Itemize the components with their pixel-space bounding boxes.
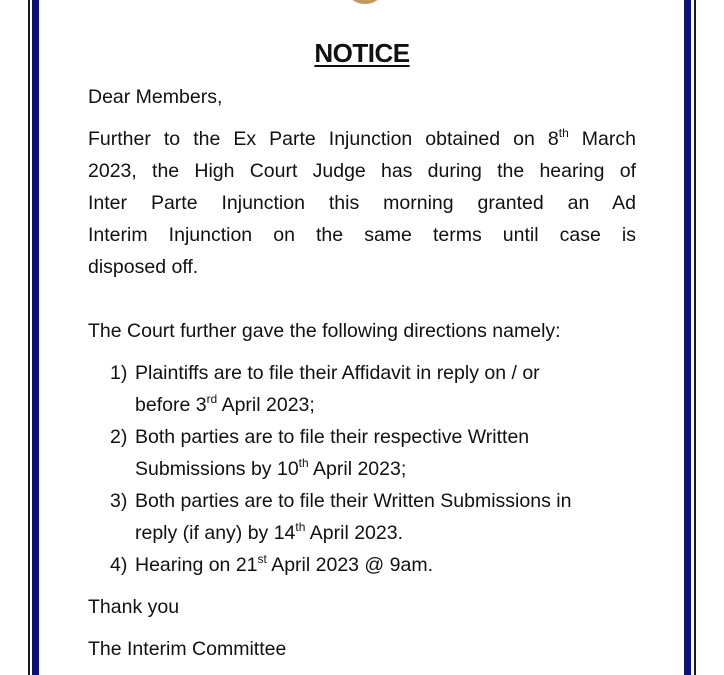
direction-1-line-1: Plaintiffs are to file their Affidavit in reply on / or <box>135 362 540 384</box>
salutation: Dear Members, <box>88 86 223 108</box>
paragraph-line-3: Inter Parte Injunction this morning granted an Ad <box>88 192 636 214</box>
direction-2-line-1: Both parties are to file their respective Written <box>135 426 530 448</box>
direction-3-line-1: Both parties are to file their Written Submissions in <box>135 490 572 512</box>
superscript: th <box>558 126 569 140</box>
direction-number-4: 4) <box>110 554 128 576</box>
directions-intro: The Court further gave the following directions namely: <box>88 320 561 342</box>
notice-title-text: NOTICE <box>314 38 410 68</box>
closing: Thank you <box>88 596 180 618</box>
direction-number-3: 3) <box>110 490 128 512</box>
page-border-outer-left <box>28 0 30 675</box>
text-segment: March <box>568 128 636 150</box>
text-segment: April 2023; <box>308 458 407 480</box>
paragraph-line-1 <box>88 123 636 157</box>
signature: The Interim Committee <box>88 638 287 660</box>
logo-fragment <box>350 0 380 4</box>
text-segment: April 2023 @ 9am. <box>266 554 433 576</box>
direction-number-2: 2) <box>110 426 128 448</box>
direction-number-1: 1) <box>110 362 128 384</box>
page-border-inner-left <box>32 0 39 675</box>
notice-title <box>0 38 724 69</box>
text-segment: April 2023; <box>217 394 315 416</box>
paragraph-line-4: Interim Injunction on the same terms until case is <box>88 224 636 246</box>
text-segment: before 3 <box>135 394 207 416</box>
page-border-outer-right <box>694 0 696 675</box>
text-segment: April 2023. <box>305 522 403 544</box>
direction-1-line-2 <box>135 389 315 423</box>
superscript: st <box>257 552 267 566</box>
paragraph-line-2: 2023, the High Court Judge has during the hearing of <box>88 160 636 182</box>
superscript: th <box>298 456 309 470</box>
text-segment: reply (if any) by 14 <box>135 522 296 544</box>
text-segment: Further to the Ex Parte Injunction obtained on 8 <box>88 128 559 150</box>
direction-4-line-1 <box>135 549 433 583</box>
text-segment: Hearing on 21 <box>135 554 258 576</box>
paragraph-line-5: disposed off. <box>88 256 199 278</box>
page-border-inner-right <box>684 0 691 675</box>
direction-3-line-2 <box>135 517 403 551</box>
superscript: th <box>295 520 306 534</box>
direction-2-line-2 <box>135 453 406 487</box>
superscript: rd <box>206 392 218 406</box>
text-segment: Submissions by 10 <box>135 458 299 480</box>
